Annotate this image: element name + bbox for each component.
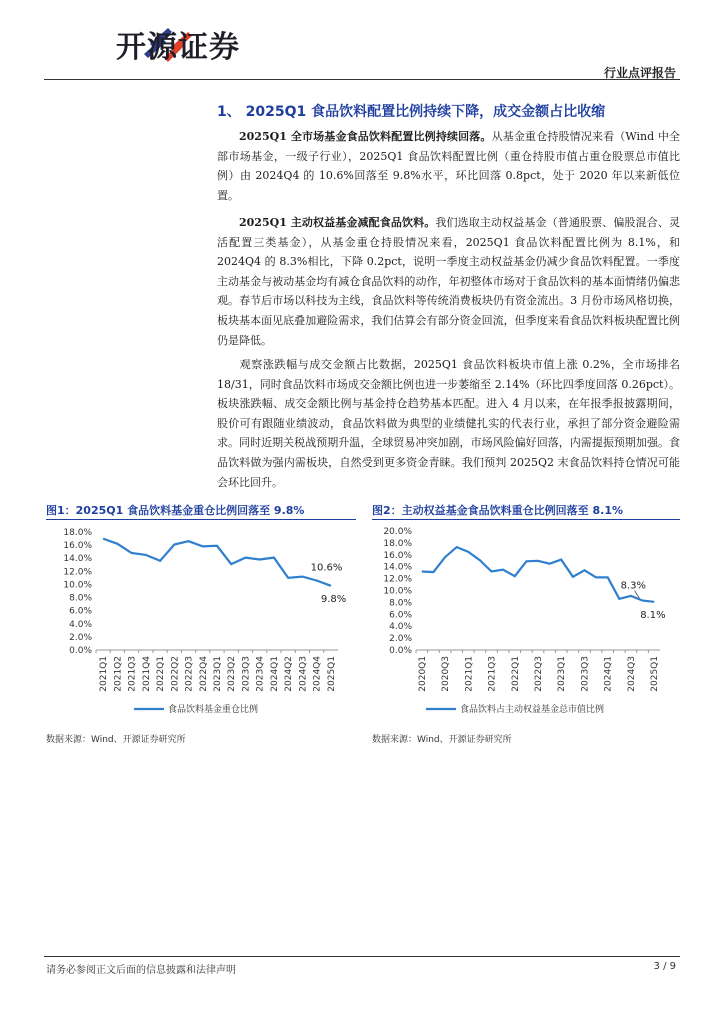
x-tick-label: 2022Q2 — [170, 656, 181, 692]
y-tick-label: 10.0% — [63, 580, 92, 591]
paragraph-2 — [217, 213, 680, 350]
paragraph-2-body: 我们选取主动权益基金（普通股票、偏股混合、灵活配置三类基金），从基金重仓持股情况来看，2025Q1 食品饮料配置比例为 8.1%，和 2024Q4 的 8.3%相比，下降 0.2pct，说明一季度主动权益基金仍减少食品饮料配置。一季度主动基金与被动基金均有减仓食品饮料的动作，年初整体市场对于食品饮料的基本面情绪仍偏悲观。春节后市场以科技为主线，食品饮料等传统消费板块仍有资金流出。3 月份市场风格切换，板块基本面见底叠加避险需求，我们估算会有部分资金回流，但季度来看食品饮料板块配置比例仍是降低。 — [217, 216, 680, 347]
y-tick-label: 14.0% — [63, 554, 92, 565]
x-tick-label: 2020Q3 — [441, 656, 452, 692]
x-tick-label: 2021Q1 — [99, 656, 110, 692]
x-tick-label: 2022Q1 — [510, 656, 521, 692]
x-tick-label: 2022Q3 — [534, 656, 544, 692]
x-tick-label: 2024Q1 — [269, 656, 280, 692]
figure-2-title: 图2：主动权益基金食品饮料重仓比例回落至 8.1% — [372, 504, 623, 517]
y-tick-label: 18.0% — [63, 528, 92, 538]
figure-2-rule — [372, 519, 680, 520]
report-type: 行业点评报告 — [603, 66, 676, 80]
y-tick-label: 4.0% — [389, 622, 412, 633]
page-number: 3 / 9 — [653, 961, 676, 972]
series-line — [422, 547, 654, 602]
figure-1-source: 数据来源：Wind、开源证券研究所 — [46, 735, 186, 745]
y-tick-label: 8.0% — [69, 593, 92, 604]
paragraph-2-lead: 2025Q1 主动权益基金减配食品饮料。 — [239, 216, 436, 229]
paragraph-1 — [217, 127, 680, 205]
figure-1-rule — [46, 519, 356, 520]
section-title: 1、 2025Q1 食品饮料配置比例持续下降，成交金额占比收缩 — [217, 104, 606, 120]
x-tick-label: 2023Q4 — [255, 656, 266, 692]
y-tick-label: 6.0% — [389, 610, 412, 621]
footer-divider — [44, 956, 680, 957]
x-tick-label: 2021Q3 — [487, 656, 498, 692]
header-divider — [44, 79, 680, 80]
y-tick-label: 2.0% — [69, 632, 92, 643]
figure-1-title: 图1：2025Q1 食品饮料基金重仓比例回落至 9.8% — [46, 504, 305, 517]
brand-name: 开源证券 — [116, 30, 240, 65]
x-tick-label: 2024Q4 — [312, 656, 323, 692]
paragraph-3-body: 观察涨跌幅与成交金额占比数据，2025Q1 食品饮料板块市值上涨 0.2%，全市场排名 18/31，同时食品饮料市场成交金额比例也进一步萎缩至 2.14%（环比四季度回落 0.26pct）。板块涨跌幅、成交金额比例与基金持仓趋势基本匹配。进入 4 月以来，在年报季报披露期间，股价可有跟随业绩波动，食品饮料做为典型的业绩健扎实的代表行业，承担了部分资金避险需求。同时近期关税战预期升温，全球贸易冲突加剧，市场风险偏好回落，内需提振预期加强。食品饮料做为强内需板块，自然受到更多资金青睐。我们预判 2025Q2 末食品饮料持仓情况可能会环比回升。 — [217, 358, 680, 489]
paragraph-1-lead: 2025Q1 全市场基金食品饮料配置比例持续回落。 — [239, 130, 492, 143]
x-tick-label: 2021Q3 — [127, 656, 138, 692]
y-tick-label: 4.0% — [69, 619, 92, 630]
paragraph-3 — [217, 355, 680, 492]
figure-2-source: 数据来源：Wind、开源证券研究所 — [372, 735, 512, 745]
x-tick-label: 2021Q1 — [464, 656, 475, 692]
x-tick-label: 2024Q3 — [626, 656, 637, 692]
y-tick-label: 12.0% — [383, 574, 412, 585]
x-tick-label: 2021Q2 — [113, 656, 124, 692]
figure-1-chart — [46, 522, 356, 730]
y-tick-label: 12.0% — [63, 567, 92, 578]
figure-2-chart — [372, 522, 680, 730]
x-tick-label: 2024Q1 — [603, 656, 614, 692]
x-tick-label: 2023Q2 — [227, 656, 238, 692]
y-tick-label: 2.0% — [389, 634, 412, 645]
y-tick-label: 20.0% — [383, 527, 412, 537]
x-tick-label: 2020Q1 — [417, 656, 428, 692]
data-label: 9.8% — [320, 593, 347, 605]
data-label: 8.3% — [620, 580, 646, 592]
x-tick-label: 2023Q1 — [557, 656, 568, 692]
footer-disclaimer: 请务必参阅正文后面的信息披露和法律声明 — [46, 965, 236, 976]
y-tick-label: 0.0% — [389, 646, 412, 656]
data-label: 10.6% — [310, 562, 343, 574]
y-tick-label: 0.0% — [69, 646, 92, 656]
x-tick-label: 2024Q2 — [284, 656, 295, 692]
x-tick-label: 2023Q3 — [580, 656, 591, 692]
y-tick-label: 14.0% — [383, 562, 412, 573]
y-tick-label: 16.0% — [63, 541, 92, 552]
y-tick-label: 6.0% — [69, 606, 92, 617]
x-tick-label: 2025Q1 — [326, 656, 337, 692]
data-label: 8.1% — [640, 609, 666, 621]
paragraph-1-body: 从基金重仓持股情况来看（Wind 中全部市场基金，一级子行业），2025Q1 食品饮料配置比例（重仓持股市值占重仓股票总市值比例）由 2024Q4 的 10.6%回落至 9.8%水平，环比回落 0.8pct，处于 2020 年以来新低位置。 — [217, 130, 680, 202]
legend-label: 食品饮料占主动权益基金总市值比例 — [460, 705, 605, 715]
x-tick-label: 2022Q3 — [184, 656, 195, 692]
x-tick-label: 2023Q1 — [213, 656, 223, 692]
y-tick-label: 18.0% — [383, 538, 412, 549]
y-tick-label: 10.0% — [383, 586, 412, 597]
y-tick-label: 16.0% — [383, 550, 412, 561]
legend-label: 食品饮料基金重仓比例 — [168, 705, 259, 715]
x-tick-label: 2022Q4 — [198, 656, 209, 692]
x-tick-label: 2024Q3 — [298, 656, 309, 692]
y-tick-label: 8.0% — [389, 598, 412, 609]
x-tick-label: 2021Q4 — [141, 656, 152, 692]
x-tick-label: 2023Q3 — [241, 656, 252, 692]
x-tick-label: 2022Q1 — [156, 656, 167, 692]
x-tick-label: 2025Q1 — [650, 656, 661, 692]
